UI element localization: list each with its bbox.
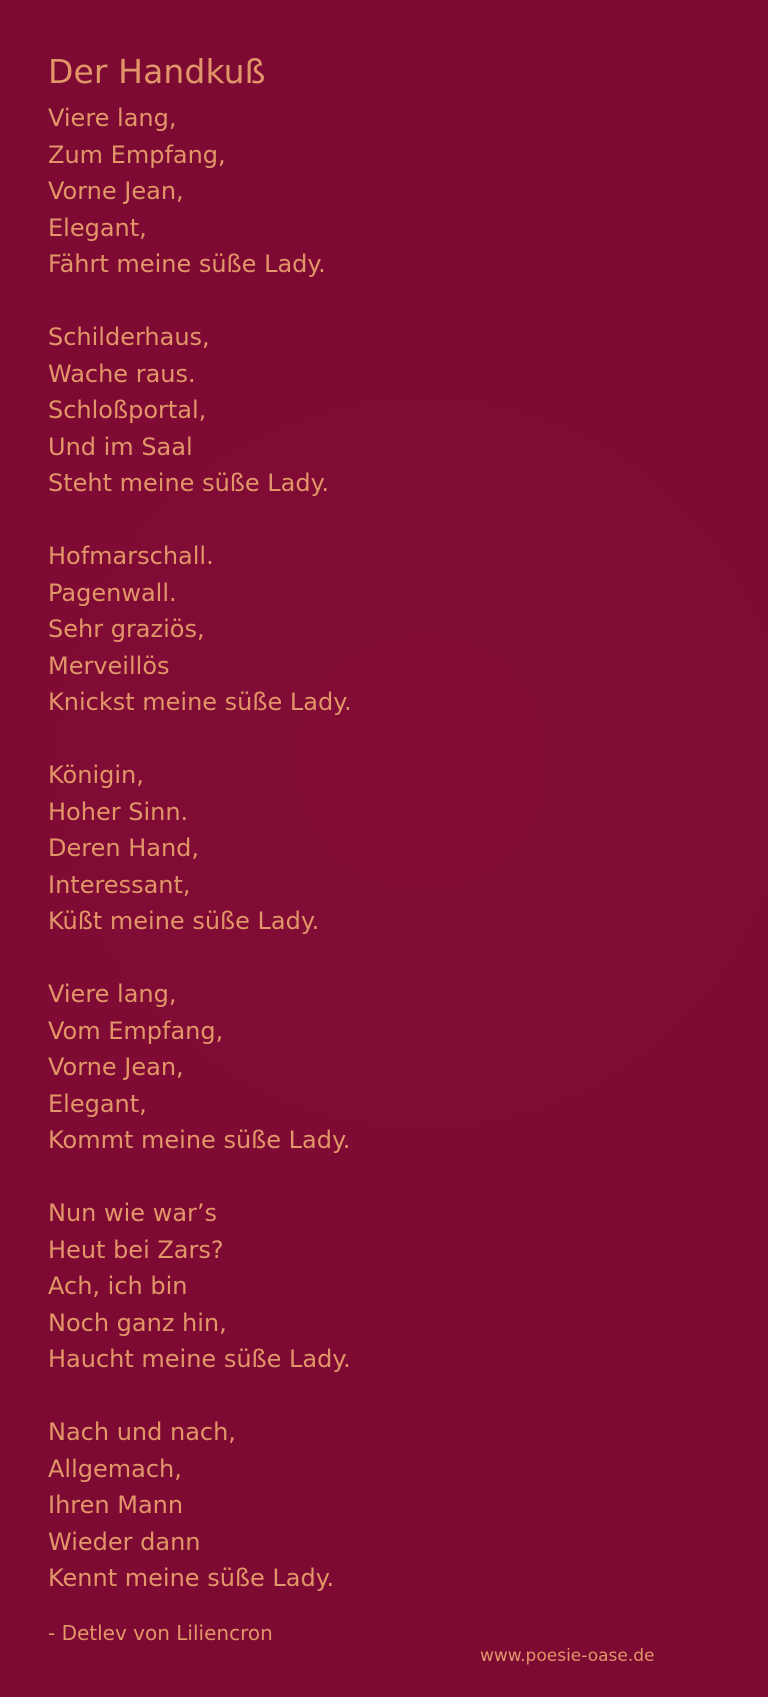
poem-line: Haucht meine süße Lady. — [48, 1345, 351, 1373]
stanza — [48, 100, 688, 283]
poem-line: Interessant, — [48, 870, 191, 899]
poem-line: Nun wie war’s — [48, 1199, 218, 1227]
poem-author: - Detlev von Liliencron — [48, 1621, 273, 1645]
poem-line: Viere lang, — [48, 980, 177, 1008]
poem-line: Pagenwall. — [48, 578, 177, 607]
stanza — [48, 538, 688, 721]
poem-line: Kennt meine süße Lady. — [48, 1564, 335, 1592]
poem-line: Nach und nach, — [48, 1418, 236, 1446]
poem-line: Ihren Mann — [48, 1491, 184, 1519]
stanza — [48, 976, 688, 1159]
poem-line: Wieder dann — [48, 1527, 201, 1556]
poem-line: Knickst meine süße Lady. — [48, 688, 352, 716]
poem-line: Steht meine süße Lady. — [48, 469, 330, 497]
poem-line: Vorne Jean, — [48, 177, 184, 205]
poem-line: Und im Saal — [48, 432, 193, 461]
poem-line: Viere lang, — [48, 104, 177, 132]
poem-line: Elegant, — [48, 213, 147, 242]
site-watermark: www.poesie-oase.de — [480, 1646, 655, 1666]
poem-line: Fährt meine süße Lady. — [48, 250, 326, 278]
poem-line: Königin, — [48, 761, 144, 789]
poem-line: Noch ganz hin, — [48, 1308, 227, 1337]
poem-line: Schilderhaus, — [48, 323, 210, 351]
poem-line: Vorne Jean, — [48, 1053, 184, 1081]
poem-line: Elegant, — [48, 1089, 147, 1118]
poem-line: Merveillös — [48, 651, 170, 680]
poem-line: Schloßportal, — [48, 396, 207, 424]
poem-title: Der Handkuß — [48, 52, 266, 91]
stanza — [48, 757, 688, 940]
poem-line: Hofmarschall. — [48, 542, 214, 570]
stanza — [48, 319, 688, 502]
poem-line: Allgemach, — [48, 1454, 182, 1483]
poem-line: Hoher Sinn. — [48, 797, 189, 826]
poem-line: Vom Empfang, — [48, 1016, 224, 1045]
poem — [48, 52, 688, 1633]
poem-line: Küßt meine süße Lady. — [48, 907, 320, 935]
poem-line: Sehr graziös, — [48, 615, 205, 643]
poem-line: Heut bei Zars? — [48, 1235, 224, 1264]
poem-line: Wache raus. — [48, 359, 196, 388]
poem-line: Deren Hand, — [48, 834, 200, 862]
stanza — [48, 1195, 688, 1378]
stanza — [48, 1414, 688, 1597]
poem-line: Ach, ich bin — [48, 1272, 188, 1300]
poem-line: Zum Empfang, — [48, 140, 226, 169]
poem-line: Kommt meine süße Lady. — [48, 1126, 351, 1154]
